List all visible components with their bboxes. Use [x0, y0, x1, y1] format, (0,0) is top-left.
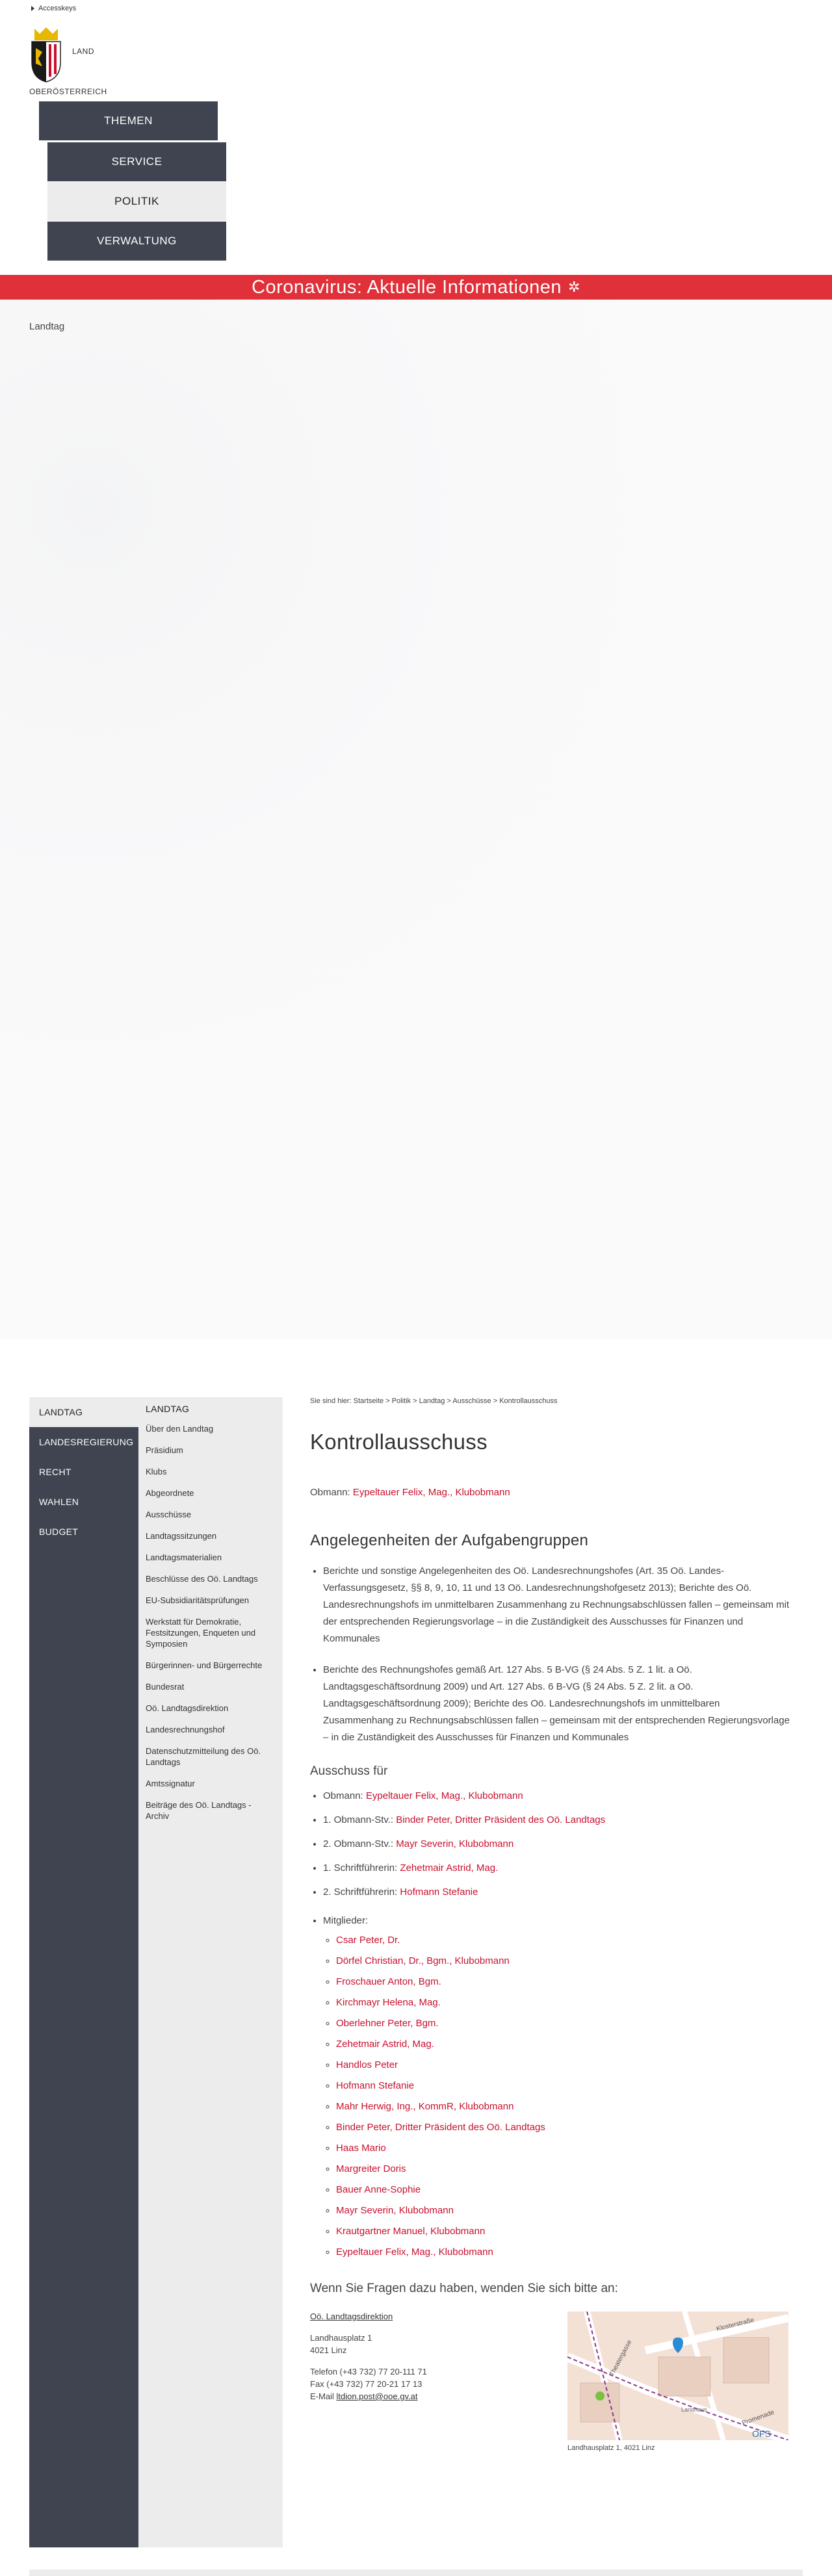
svg-text:Theatergasse: Theatergasse [608, 2339, 634, 2378]
sidebar-item-wahlen[interactable]: WAHLEN [39, 1497, 79, 1507]
hero-label: Landtag [29, 321, 65, 332]
list-item [336, 2037, 791, 2052]
breadcrumb: Sie sind hier: Startseite > Politik > Landtag > Ausschüsse > Kontrollausschuss [310, 1397, 558, 1405]
list-item [336, 2224, 791, 2239]
members-list [323, 1933, 791, 2260]
list-item [336, 1996, 791, 2010]
breadcrumb-item[interactable]: Landtag [419, 1397, 445, 1405]
list-item: • 2. Schriftführerin: Hofmann Stefanie [323, 1885, 791, 1900]
sidebar [29, 1397, 138, 2547]
triangle-right-icon [31, 6, 34, 11]
person-link[interactable]: Haas Mario [336, 2143, 386, 2154]
person-link[interactable]: Froschauer Anton, Bgm. [336, 1976, 441, 1987]
person-link[interactable]: Mayr Severin, Klubobmann [396, 1838, 514, 1849]
obmann-line: Obmann: Eypeltauer Felix, Mag., Klubobmann [310, 1487, 510, 1498]
subnav-item[interactable]: Beiträge des Oö. Landtags - Archiv [146, 1800, 252, 1821]
svg-text:OFS: OFS [752, 2428, 771, 2439]
person-link[interactable]: Dörfel Christian, Dr., Bgm., Klubobmann [336, 1955, 510, 1966]
subnav-item[interactable]: Klubs [146, 1467, 167, 1476]
person-link[interactable]: Hofmann Stefanie [336, 2080, 415, 2091]
sidebar-item-landesregierung[interactable]: LANDESREGIERUNG [39, 1437, 134, 1447]
contact-block [310, 2310, 791, 2466]
main-content [310, 1397, 791, 2466]
contact-address: Oö. Landtagsdirektion Landhausplatz 1 4021 Linz Telefon (+43 732) 77 20-111 71 Fax (+43 732) 77 20-21 17 13 E-Mail ltdion.post@ooe.gv.at [310, 2312, 427, 2401]
footer-bar [29, 2570, 803, 2576]
sub-navigation [138, 1397, 283, 2547]
list-item [336, 2141, 791, 2156]
roles-list [310, 1789, 791, 2260]
person-link[interactable]: Csar Peter, Dr. [336, 1935, 400, 1946]
person-link[interactable]: Krautgartner Manuel, Klubobmann [336, 2226, 486, 2237]
person-link[interactable]: Eypeltauer Felix, Mag., Klubobmann [336, 2247, 493, 2258]
list-item [336, 2162, 791, 2176]
list-item [336, 2245, 791, 2260]
svg-text:Landhaus: Landhaus [681, 2406, 707, 2413]
breadcrumb-current: Kontrollausschuss [499, 1397, 558, 1405]
list-item [336, 2058, 791, 2072]
subnav-title: LANDTAG [146, 1404, 190, 1414]
map-graphic [567, 2312, 788, 2440]
person-link[interactable]: Handlos Peter [336, 2059, 398, 2070]
subnav-item[interactable]: Landesrechnungshof [146, 1725, 225, 1734]
list-item: • Berichte und sonstige Angelegenheiten des Oö. Landesrechnungshofes (Art. 35 Oö. Landes-Verfassungsgesetz, §§ 8, 9, 10, 11 und 13 Oö. Landesrechnungshofgesetz 2013); Berichte des Oö. Landesrechnungshofs im unmittelbaren Zusammenhang zu Rechnungsabschlüssen fallen – gemeinsam mit der entsprechenden Regierungsvorlage – in die Zuständigkeit des Ausschusses für Finanzen und Kommunales [323, 1563, 791, 1647]
subnav-item[interactable]: Datenschutzmitteilung des Oö. Landtags [146, 1746, 261, 1767]
list-item: • Mitglieder: ◦ Csar Peter, Dr. ◦ Dörfel Christian, Dr., Bgm., Klubobmann ◦ Froschauer Anton, Bgm. ◦ Kirchmayr Helena, Mag. ◦ Oberlehner Peter, Bgm. ◦ Zehetmair Astrid, Mag. ◦ Handlos Peter ◦ Hofmann Stefanie ◦ Mahr Herwig, Ing., KommR, Klubobmann ◦ Binder Peter, Dritter Präsident des Oö. Landtags ◦ Haas Mario ◦ Margreiter Doris ◦ Bauer Anne-Sophie ◦ Mayr Severin, Klubobmann ◦ Krautgartner Manuel, Klubobmann ◦ Eypeltauer Felix, Mag., Klubobmann [323, 1914, 791, 2260]
list-item: • Obmann: Eypeltauer Felix, Mag., Klubobmann [323, 1789, 791, 1803]
email-link[interactable]: ltdion.post@ooe.gv.at [336, 2391, 418, 2401]
subnav-item[interactable]: Ausschüsse [146, 1510, 192, 1519]
committee-heading: Ausschuss für [310, 1764, 388, 1778]
groups-list [310, 1563, 791, 1746]
person-link[interactable]: Eypeltauer Felix, Mag., Klubobmann [365, 1790, 523, 1801]
subnav-item[interactable]: Präsidium [146, 1445, 183, 1455]
coat-of-arms-icon [29, 26, 63, 83]
virus-icon: ✲ [567, 279, 580, 295]
map-caption: Landhausplatz 1, 4021 Linz [567, 2444, 655, 2452]
list-item: • 1. Obmann-Stv.: Binder Peter, Dritter Präsident des Oö. Landtags [323, 1813, 791, 1827]
list-item [336, 2183, 791, 2197]
list-item: • Berichte des Rechnungshofes gemäß Art. 127 Abs. 5 B-VG (§ 24 Abs. 5 Z. 1 lit. a Oö. Landtagsgeschäftsordnung 2009) und Art. 127 Abs. 6 B-VG (§ 24 Abs. 5 Z. 2 lit. a Oö. Landtagsgeschäftsordnung 2009); Berichte des Oö. Landesrechnungshofs im unmittelbaren Zusammenhang zu Rechnungsabschlüssen fallen – gemeinsam mit der entsprechenden Regierungsvorlage – in die Zuständigkeit des Ausschusses für Finanzen und Kommunales [323, 1662, 791, 1746]
hero-banner [0, 300, 832, 1339]
list-item: • 2. Obmann-Stv.: Mayr Severin, Klubobmann [323, 1837, 791, 1851]
subnav-item[interactable]: Landtagsmaterialien [146, 1552, 222, 1562]
person-link[interactable]: Kirchmayr Helena, Mag. [336, 1997, 441, 2008]
accesskeys-link[interactable]: Accesskeys [31, 5, 76, 12]
person-link[interactable]: Binder Peter, Dritter Präsident des Oö. Landtags [396, 1814, 606, 1825]
person-link[interactable]: Mahr Herwig, Ing., KommR, Klubobmann [336, 2101, 514, 2112]
person-link[interactable]: Mayr Severin, Klubobmann [336, 2205, 454, 2216]
groups-heading: Angelegenheiten der Aufgabengruppen [310, 1532, 589, 1549]
subnav-item[interactable]: Werkstatt für Demokratie, Festsitzungen, Enqueten und Symposien [146, 1617, 256, 1649]
contact-org-link[interactable]: Oö. Landtagsdirektion [310, 2312, 393, 2321]
person-link[interactable]: Bauer Anne-Sophie [336, 2184, 421, 2195]
breadcrumb-item[interactable]: Politik [391, 1397, 411, 1405]
page-title: Kontrollausschuss [310, 1430, 488, 1454]
nav-politik[interactable]: POLITIK [47, 182, 226, 221]
list-item [336, 2204, 791, 2218]
subnav-item[interactable]: Bundesrat [146, 1682, 185, 1692]
subnav-item[interactable]: Landtagssitzungen [146, 1531, 217, 1541]
subnav-item[interactable]: Abgeordnete [146, 1488, 194, 1498]
list-item [336, 1975, 791, 1989]
nav-verwaltung[interactable]: VERWALTUNG [47, 222, 226, 261]
person-link[interactable]: Margreiter Doris [336, 2163, 406, 2174]
person-link[interactable]: Zehetmair Astrid, Mag. [400, 1862, 499, 1874]
person-link[interactable]: Oberlehner Peter, Bgm. [336, 2018, 439, 2029]
obmann-link[interactable]: Eypeltauer Felix, Mag., Klubobmann [352, 1487, 510, 1498]
contact-intro: Wenn Sie Fragen dazu haben, wenden Sie sich bitte an: [310, 2282, 618, 2295]
subnav-item[interactable]: EU-Subsidiaritätsprüfungen [146, 1595, 249, 1605]
subnav-item[interactable]: Bürgerinnen- und Bürgerrechte [146, 1660, 263, 1670]
subnav-item[interactable]: Über den Landtag [146, 1424, 214, 1434]
list-item [336, 1933, 791, 1948]
list-item [336, 1954, 791, 1968]
subnav-item[interactable]: Amtssignatur [146, 1779, 195, 1788]
corona-banner[interactable]: Coronavirus: Aktuelle Informationen ✲ [0, 275, 832, 300]
list-item: • 1. Schriftführerin: Zehetmair Astrid, Mag. [323, 1861, 791, 1875]
nav-themen[interactable]: THEMEN [39, 101, 218, 140]
sidebar-item-landtag[interactable]: LANDTAG [29, 1397, 138, 1427]
svg-text:Klosterstraße: Klosterstraße [716, 2316, 755, 2333]
list-item [336, 2079, 791, 2093]
subnav-item[interactable]: Oö. Landtagsdirektion [146, 1703, 229, 1713]
logo[interactable]: LAND OBERÖSTERREICH [29, 26, 120, 97]
location-map[interactable] [567, 2312, 788, 2440]
nav-service[interactable]: SERVICE [47, 142, 226, 181]
svg-text:Promenade: Promenade [741, 2408, 775, 2427]
list-item [336, 2100, 791, 2114]
subnav-item[interactable]: Beschlüsse des Oö. Landtags [146, 1574, 258, 1584]
person-link[interactable]: Hofmann Stefanie [400, 1887, 478, 1898]
person-link[interactable]: Zehetmair Astrid, Mag. [336, 2039, 434, 2050]
breadcrumb-item[interactable]: Startseite [353, 1397, 384, 1405]
sidebar-item-budget[interactable]: BUDGET [39, 1526, 79, 1537]
person-link[interactable]: Binder Peter, Dritter Präsident des Oö. Landtags [336, 2122, 545, 2133]
breadcrumb-item[interactable]: Ausschüsse [452, 1397, 491, 1405]
list-item [336, 2120, 791, 2135]
sidebar-item-recht[interactable]: RECHT [39, 1467, 72, 1477]
list-item [336, 2016, 791, 2031]
